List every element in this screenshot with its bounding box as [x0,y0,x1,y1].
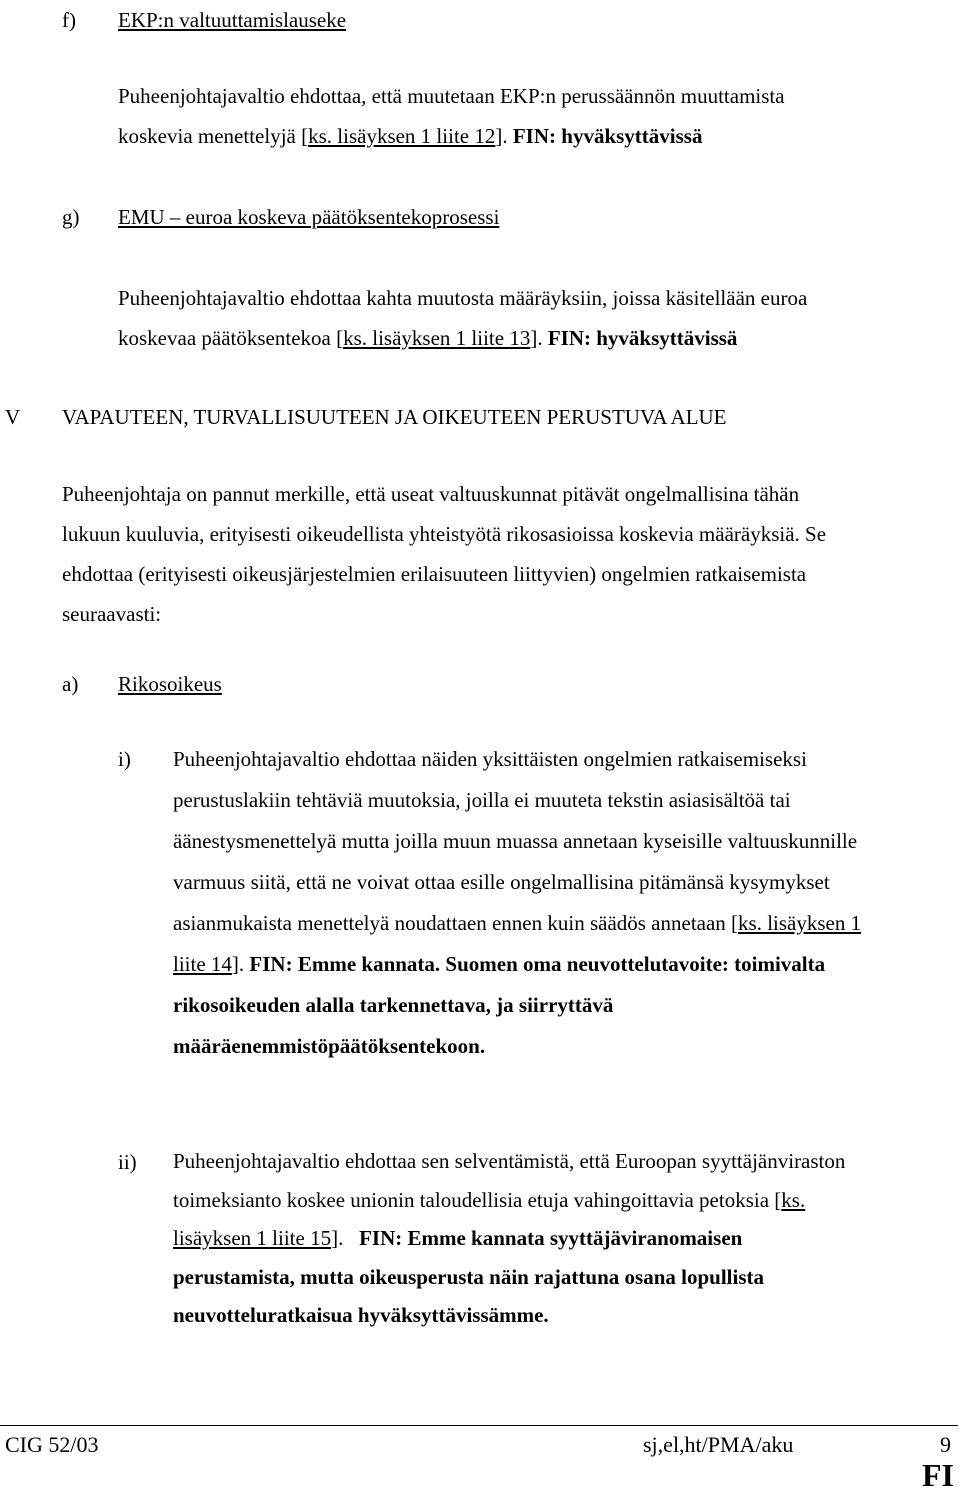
item-i-paragraph [173,739,953,1067]
footer-page-number: 9 [940,1432,951,1457]
text: ]. [530,326,548,350]
fin-position: FIN: hyväksyttävissä [512,124,703,148]
item-ii-label: ii) [118,1150,137,1174]
section-a-label: a) [62,672,79,696]
item-i-label: i) [118,747,131,771]
item-i-line-7: rikosoikeuden alalla tarkennettava, ja siirryttävä [173,993,614,1017]
item-ii-line-5: neuvotteluratkaisua hyväksyttävissämme. [173,1303,549,1327]
text: ]. [495,124,513,148]
item-ii-line-2 [173,1181,953,1220]
ref-annex-14-b[interactable]: liite 14 [173,952,232,976]
ref-annex-15-a[interactable]: ks. [781,1187,806,1212]
ref-annex-13[interactable]: ks. lisäyksen 1 liite 13 [343,326,531,350]
section-v-heading: VAPAUTEEN, TURVALLISUUTEEN JA OIKEUTEEN PERUSTUVA ALUE [62,405,727,429]
ref-annex-14-a[interactable]: ks. lisäyksen 1 [738,911,862,935]
section-f-paragraph [118,76,785,156]
section-v-line-4: seuraavasti: [62,602,162,626]
section-g-paragraph [118,278,807,358]
section-g-line-2 [118,318,807,358]
section-f-title: EKP:n valtuuttamislauseke [118,8,347,32]
item-i-line-8: määräenemmistöpäätöksentekoon. [173,1034,486,1058]
item-ii-paragraph [173,1142,953,1335]
ref-annex-15-b[interactable]: lisäyksen 1 liite 15 [173,1226,332,1250]
item-i-line-4: varmuus siitä, että ne voivat ottaa esille ongelmallisina pitämänsä kysymykset [173,870,830,894]
section-f-label: f) [62,8,76,32]
footer-initials: sj,el,ht/PMA/aku [643,1432,794,1457]
section-f-line-1: Puheenjohtajavaltio ehdottaa, että muutetaan EKP:n perussäännön muuttamista [118,84,785,108]
item-ii-line-1: Puheenjohtajavaltio ehdottaa sen selventämistä, että Euroopan syyttäjänviraston [173,1149,846,1173]
item-i-line-1: Puheenjohtajavaltio ehdottaa näiden yksittäisten ongelmien ratkaisemiseksi [173,747,807,771]
item-i-line-2: perustuslakiin tehtäviä muutoksia, joilla ei muuteta tekstin asiasisältöä tai [173,788,791,812]
section-v-line-3: ehdottaa (erityisesti oikeusjärjestelmien erilaisuuteen liittyvien) ongelmien ratkaisemista [62,562,807,586]
section-v-paragraph [62,474,952,634]
fin-position: FIN: hyväksyttävissä [547,326,738,350]
item-i-line-5 [173,903,953,944]
section-g-label: g) [62,205,80,229]
item-i-line-3: äänestysmenettelyä mutta joilla muun muassa annetaan kyseisille valtuuskunnille [173,829,858,853]
section-v-line-1: Puheenjohtaja on pannut merkille, että useat valtuuskunnat pitävät ongelmallisina tähän [62,482,800,506]
text: koskevaa päätöksentekoa [ [118,326,344,350]
footer-doc-ref: CIG 52/03 [5,1432,99,1457]
text: ]. [331,1226,360,1250]
section-g-line-1: Puheenjohtajavaltio ehdottaa kahta muutosta määräyksiin, joissa käsitellään euroa [118,286,808,310]
section-a-title: Rikosoikeus [118,672,222,696]
footer-rule [0,1425,958,1426]
section-v-label: V [5,405,21,429]
footer-language-code: FI [922,1457,954,1493]
text: toimeksianto koskee unionin taloudellisia etuja vahingoittavia petoksia [ [173,1187,782,1212]
fin-position: FIN: Emme kannata syyttäjäviranomaisen [359,1226,743,1250]
section-g-title: EMU – euroa koskeva päätöksentekoprosessi [118,205,500,229]
text: koskevia menettelyjä [ [118,124,309,148]
text: asianmukaista menettelyä noudattaen ennen kuin säädös annetaan [ [173,911,739,935]
fin-position: FIN: Emme kannata. Suomen oma neuvottelutavoite: toimivalta [249,952,826,976]
item-ii-line-4: perustamista, mutta oikeusperusta näin rajattuna osana lopullista [173,1264,764,1289]
section-f-line-2 [118,116,785,156]
ref-annex-12[interactable]: ks. lisäyksen 1 liite 12 [308,124,496,148]
section-v-line-2: lukuun kuuluvia, erityisesti oikeudellista yhteistyötä rikosasioissa koskevia määräyksiä. Se [62,522,827,546]
item-i-line-6 [173,944,953,985]
item-ii-line-3 [173,1219,953,1258]
text: ]. [231,952,250,976]
